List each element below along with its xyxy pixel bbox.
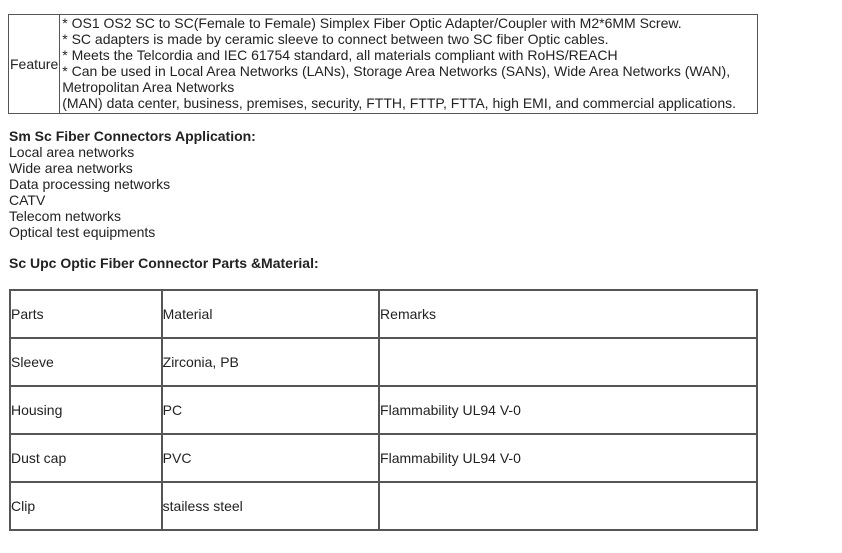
table-row: [10, 338, 757, 386]
cell-part: Clip: [10, 482, 162, 530]
table-row: [10, 482, 757, 530]
parts-table: [9, 289, 758, 531]
parts-heading: Sc Upc Optic Fiber Connector Parts &Material:: [9, 255, 319, 271]
cell-part: Dust cap: [10, 434, 162, 482]
cell-material: PC: [162, 386, 379, 434]
cell-remarks: Flammability UL94 V-0: [379, 434, 757, 482]
feature-row: [9, 15, 758, 114]
feature-line: (MAN) data center, business, premises, security, FTTH, FTTP, FTTA, high EMI, and commercial applications.: [62, 95, 737, 111]
feature-line: * OS1 OS2 SC to SC(Female to Female) Simplex Fiber Optic Adapter/Coupler with M2*6MM Screw.: [62, 15, 682, 31]
cell-remarks: Flammability UL94 V-0: [379, 386, 757, 434]
feature-line: * Meets the Telcordia and IEC 61754 standard, all materials compliant with RoHS/REACH: [62, 47, 618, 63]
feature-description: [60, 15, 758, 114]
table-header-row: [10, 290, 757, 338]
application-section: [9, 128, 749, 240]
feature-line: Metropolitan Area Networks: [62, 79, 235, 95]
table-row: [10, 386, 757, 434]
list-item: Local area networks: [9, 144, 135, 160]
list-item: CATV: [9, 192, 46, 208]
list-item: Optical test equipments: [9, 224, 156, 240]
feature-line: * Can be used in Local Area Networks (LANs), Storage Area Networks (SANs), Wide Area Networks (WAN),: [62, 63, 731, 79]
header-material: Material: [162, 290, 379, 338]
cell-material: stailess steel: [162, 482, 379, 530]
cell-part: Housing: [10, 386, 162, 434]
feature-line: * SC adapters is made by ceramic sleeve to connect between two SC fiber Optic cables.: [62, 31, 609, 47]
feature-label: Feature: [9, 15, 60, 114]
list-item: Telecom networks: [9, 208, 122, 224]
application-list: [9, 144, 749, 240]
cell-remarks: [379, 482, 757, 530]
list-item: Wide area networks: [9, 160, 133, 176]
list-item: Data processing networks: [9, 176, 171, 192]
application-heading: Sm Sc Fiber Connectors Application:: [9, 128, 256, 144]
table-row: [10, 434, 757, 482]
cell-material: Zirconia, PB: [162, 338, 379, 386]
header-parts: Parts: [10, 290, 162, 338]
cell-part: Sleeve: [10, 338, 162, 386]
cell-remarks: [379, 338, 757, 386]
header-remarks: Remarks: [379, 290, 757, 338]
feature-table: [8, 14, 758, 114]
cell-material: PVC: [162, 434, 379, 482]
